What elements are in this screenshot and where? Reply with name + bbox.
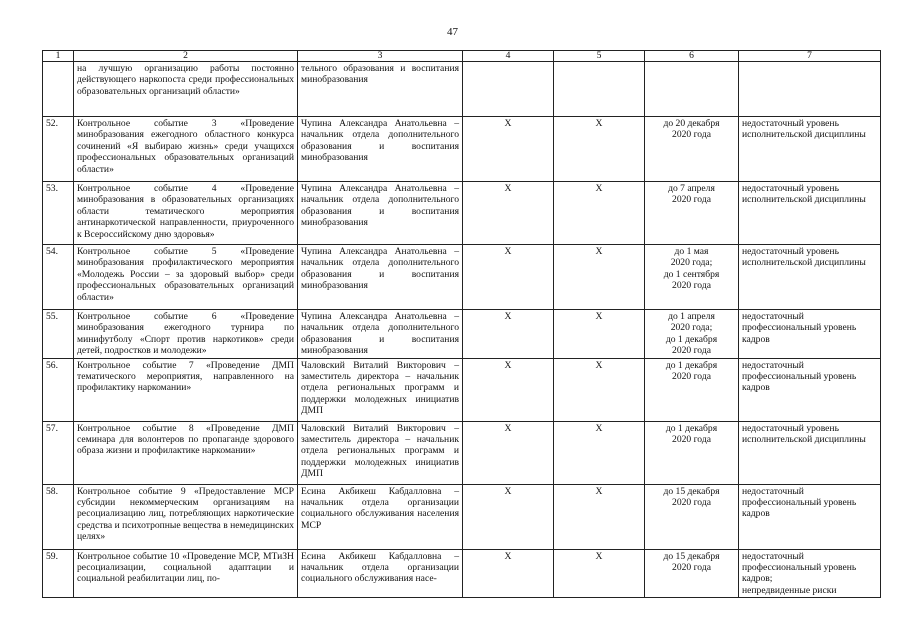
column-5-mark: X: [554, 358, 645, 421]
event-description: Контрольное событие 7 «Проведение ДМП тематического мероприятия, направленного на профилактику наркомании»: [74, 358, 298, 421]
column-5-mark: X: [554, 310, 645, 359]
risk: [739, 62, 881, 117]
column-4-mark: X: [463, 358, 554, 421]
page-number: 47: [447, 26, 458, 38]
responsible-person: Чупина Александра Анатольевна – начальник отдела дополнительного образования и воспитания минобразования: [298, 117, 463, 182]
measures-table: [42, 50, 881, 598]
row-number: 57.: [43, 421, 74, 484]
responsible-person: Чаловский Виталий Викторович – заместитель директора – начальник отдела региональных программ и поддержки молодежных инициатив ДМП: [298, 421, 463, 484]
column-4-mark: X: [463, 310, 554, 359]
event-description: Контрольное событие 6 «Проведение минобразования ежегодного турнира по минифутболу «Спорт против наркотиков» среди детей, подростков и молодежи»: [74, 310, 298, 359]
deadline: до 1 декабря 2020 года: [645, 421, 739, 484]
risk: недостаточный уровень исполнительской дисциплины: [739, 421, 881, 484]
responsible-person: тельного образования и воспитания минобразования: [298, 62, 463, 117]
row-number: 56.: [43, 358, 74, 421]
deadline: до 15 декабря 2020 года: [645, 549, 739, 598]
deadline: до 7 апреля 2020 года: [645, 182, 739, 245]
table-row: [43, 310, 881, 359]
responsible-person: Чупина Александра Анатольевна – начальник отдела дополнительного образования и воспитания минобразования: [298, 310, 463, 359]
column-5-mark: X: [554, 421, 645, 484]
table-row: [43, 484, 881, 549]
responsible-person: Чупина Александра Анатольевна – начальник отдела дополнительного образования и воспитания минобразования: [298, 182, 463, 245]
column-4-mark: X: [463, 245, 554, 310]
column-4-mark: [463, 62, 554, 117]
column-number: 7: [739, 51, 881, 62]
deadline: до 1 декабря 2020 года: [645, 358, 739, 421]
column-4-mark: X: [463, 182, 554, 245]
row-number: 55.: [43, 310, 74, 359]
risk: недостаточный уровень исполнительской дисциплины: [739, 245, 881, 310]
row-number: 52.: [43, 117, 74, 182]
event-description: Контрольное событие 10 «Проведение МСР, МТиЗН ресоциализации, социальной адаптации и социальной реабилитации лиц, по-: [74, 549, 298, 598]
column-4-mark: X: [463, 549, 554, 598]
row-number: 53.: [43, 182, 74, 245]
column-number: 4: [463, 51, 554, 62]
risk: недостаточный уровень исполнительской дисциплины: [739, 117, 881, 182]
event-description: Контрольное событие 5 «Проведение минобразования профилактического мероприятия «Молодежь России – за здоровый выбор» среди профессиональных образовательных организаций области»: [74, 245, 298, 310]
responsible-person: Есина Акбикеш Кабдалловна – начальник отдела организации социального обслуживания насе-: [298, 549, 463, 598]
column-4-mark: X: [463, 421, 554, 484]
column-5-mark: X: [554, 484, 645, 549]
column-5-mark: X: [554, 182, 645, 245]
table-row: [43, 245, 881, 310]
column-5-mark: X: [554, 117, 645, 182]
table-row: [43, 182, 881, 245]
column-5-mark: X: [554, 549, 645, 598]
column-5-mark: [554, 62, 645, 117]
risk: недостаточный профессиональный уровень кадров: [739, 358, 881, 421]
event-description: Контрольное событие 3 «Проведение минобразования ежегодного областного конкурса сочинений «Я выбираю жизнь» среди учащихся профессиональных образовательных организаций области»: [74, 117, 298, 182]
responsible-person: Чупина Александра Анатольевна – начальник отдела дополнительного образования и воспитания минобразования: [298, 245, 463, 310]
table-row: [43, 117, 881, 182]
table-row: [43, 62, 881, 117]
deadline: до 15 декабря 2020 года: [645, 484, 739, 549]
row-number: 54.: [43, 245, 74, 310]
column-4-mark: X: [463, 484, 554, 549]
column-number: 6: [645, 51, 739, 62]
column-4-mark: X: [463, 117, 554, 182]
event-description: Контрольное событие 4 «Проведение минобразования в образовательных организациях области тематического мероприятия антинаркотической направленности, приуроченного к Всероссийскому дню здоровья»: [74, 182, 298, 245]
table-row: [43, 549, 881, 598]
row-number: 58.: [43, 484, 74, 549]
event-description: Контрольное событие 8 «Проведение ДМП семинара для волонтеров по пропаганде здорового образа жизни и профилактике наркомании»: [74, 421, 298, 484]
risk: недостаточный профессиональный уровень кадров: [739, 484, 881, 549]
responsible-person: Есина Акбикеш Кабдалловна – начальник отдела организации социального обслуживания населения МСР: [298, 484, 463, 549]
responsible-person: Чаловский Виталий Викторович – заместитель директора – начальник отдела региональных программ и поддержки молодежных инициатив ДМП: [298, 358, 463, 421]
column-number-row: [43, 51, 881, 62]
risk: недостаточный профессиональный уровень кадров: [739, 310, 881, 359]
column-number: 2: [74, 51, 298, 62]
deadline: [645, 62, 739, 117]
deadline: до 1 мая 2020 года; до 1 сентября 2020 года: [645, 245, 739, 310]
risk: недостаточный профессиональный уровень кадров; непредвиденные риски: [739, 549, 881, 598]
table-row: [43, 358, 881, 421]
event-description: Контрольное событие 9 «Предоставление МСР субсидии некоммерческим организациям на ресоциализацию лиц, потребляющих наркотические средства и психотропные вещества в немедицинских целях»: [74, 484, 298, 549]
column-number: 1: [43, 51, 74, 62]
deadline: до 20 декабря 2020 года: [645, 117, 739, 182]
deadline: до 1 апреля 2020 года; до 1 декабря 2020 года: [645, 310, 739, 359]
column-number: 3: [298, 51, 463, 62]
column-number: 5: [554, 51, 645, 62]
column-5-mark: X: [554, 245, 645, 310]
table-row: [43, 421, 881, 484]
event-description: на лучшую организацию работы постоянно действующего наркопоста среди профессиональных образовательных организаций области»: [74, 62, 298, 117]
risk: недостаточный уровень исполнительской дисциплины: [739, 182, 881, 245]
row-number: [43, 62, 74, 117]
row-number: 59.: [43, 549, 74, 598]
